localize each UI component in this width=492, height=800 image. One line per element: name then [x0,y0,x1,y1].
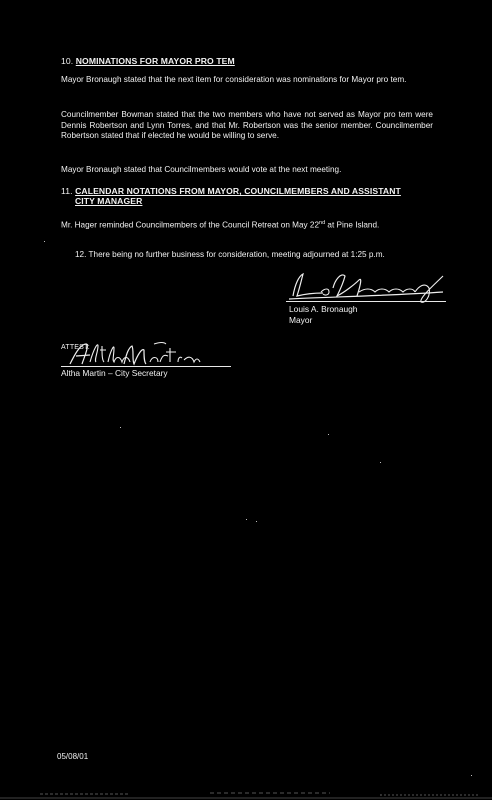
item-11-text-before: Mr. Hager reminded Councilmembers of the Council Retreat on May 22 [61,220,320,230]
scan-edge-strip [0,790,492,800]
scan-speck [471,775,472,776]
item-10-paragraph-1: Mayor Bronaugh stated that the next item for consideration was nominations for Mayor pro tem. [61,75,407,84]
mayor-title: Mayor [289,315,313,325]
scan-speck [328,434,329,435]
item-10-title: NOMINATIONS FOR MAYOR PRO TEM [75,56,235,66]
attest-prefix: ATTEST: [61,344,90,351]
attest-name-title: Altha Martin – City Secretary [61,368,168,378]
mayor-signature-line [286,301,446,302]
item-10-paragraph-2: Councilmember Bowman stated that the two members who have not served as Mayor pro tem were Dennis Robertson and Lynn Torres, and that Mr. Robertson was the senior member. Councilmember Robertson stated that if elected he would be willing to serve. [61,110,433,140]
attest-signature-scribble [64,338,224,368]
item-11-title-line-1: CALENDAR NOTATIONS FROM MAYOR, COUNCILMEMBERS AND ASSISTANT [75,186,401,196]
attest-signature [64,338,224,368]
item-11-title-line-2: CITY MANAGER [75,196,143,206]
footer-date: 05/08/01 [57,752,89,761]
item-10-number: 10. [61,56,74,66]
item-12-paragraph: 12. There being no further business for consideration, meeting adjourned at 1:25 p.m. [75,250,385,259]
scan-speck [246,519,247,520]
item-11-number: 11. [61,186,73,196]
mayor-signature-scribble [285,266,455,306]
scan-speck [120,427,121,428]
item-10-paragraph-3: Mayor Bronaugh stated that Councilmembers would vote at the next meeting. [61,165,342,174]
item-11-ordinal: nd [319,220,326,226]
item-10-heading [61,56,441,66]
mayor-name: Louis A. Bronaugh [289,304,358,314]
scan-speck [44,241,45,242]
item-11-text-after: at Pine Island. [325,220,380,230]
item-11-heading [61,186,441,206]
item-11-paragraph [61,218,433,231]
scan-speck [256,521,257,522]
mayor-signature [285,266,455,306]
scan-speck [380,462,381,463]
attest-signature-line [61,366,231,367]
